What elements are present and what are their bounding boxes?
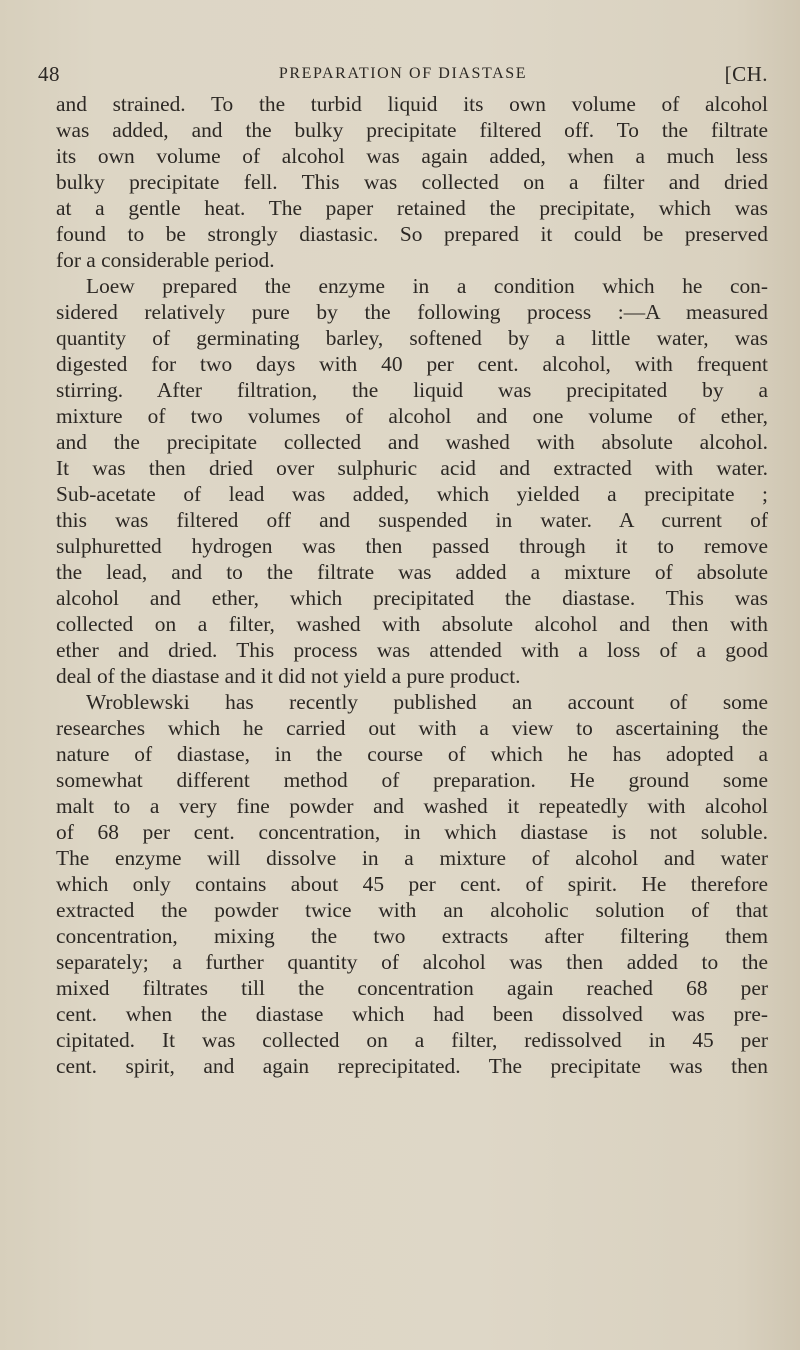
text-line: alcohol and ether, which precipitated the diastase. This was [56,586,768,610]
text-line: quantity of germinating barley, softened by a little water, was [56,326,768,350]
chapter-mark: [CH. [724,62,768,86]
text-line: nature of diastase, in the course of which he has adopted a [56,742,768,766]
text-line: malt to a very fine powder and washed it repeatedly with alcohol [56,794,768,818]
text-line: cent. spirit, and again reprecipitated. The precipitate was then [56,1054,768,1078]
text-line: collected on a filter, washed with absolute alcohol and then with [56,612,768,636]
text-line: cent. when the diastase which had been dissolved was pre- [56,1002,768,1026]
text-line: was added, and the bulky precipitate filtered off. To the filtrate [56,118,768,142]
text-line: mixed filtrates till the concentration again reached 68 per [56,976,768,1000]
text-line: for a considerable period. [56,248,275,272]
text-line: its own volume of alcohol was again added, when a much less [56,144,768,168]
text-line: extracted the powder twice with an alcoholic solution of that [56,898,768,922]
text-line: which only contains about 45 per cent. of spirit. He therefore [56,872,768,896]
text-line: researches which he carried out with a view to ascertaining the [56,716,768,740]
text-line: mixture of two volumes of alcohol and one volume of ether, [56,404,768,428]
text-line: cipitated. It was collected on a filter, redissolved in 45 per [56,1028,768,1052]
text-line: and strained. To the turbid liquid its own volume of alcohol [56,92,768,116]
text-line: It was then dried over sulphuric acid and extracted with water. [56,456,768,480]
text-line: of 68 per cent. concentration, in which diastase is not soluble. [56,820,768,844]
text-line: sidered relatively pure by the following process :—A measured [56,300,768,324]
text-line: at a gentle heat. The paper retained the precipitate, which was [56,196,768,220]
text-line: stirring. After filtration, the liquid was precipitated by a [56,378,768,402]
text-line: concentration, mixing the two extracts after filtering them [56,924,768,948]
running-title: PREPARATION OF DIASTASE [278,65,528,82]
text-line: found to be strongly diastasic. So prepared it could be preserved [56,222,768,246]
text-line: The enzyme will dissolve in a mixture of alcohol and water [56,846,768,870]
text-line: this was filtered off and suspended in water. A current of [56,508,768,532]
text-line: bulky precipitate fell. This was collected on a filter and dried [56,170,768,194]
text-line: separately; a further quantity of alcohol was then added to the [56,950,768,974]
page-header [38,62,768,92]
body-text [56,91,768,1079]
text-line: Sub-acetate of lead was added, which yielded a precipitate ; [56,482,768,506]
text-line: Loew prepared the enzyme in a condition which he con- [86,274,768,298]
text-line: the lead, and to the filtrate was added a mixture of absolute [56,560,768,584]
text-line: Wroblewski has recently published an account of some [86,690,768,714]
page-number: 48 [38,62,60,86]
text-line: digested for two days with 40 per cent. alcohol, with frequent [56,352,768,376]
text-line: ether and dried. This process was attended with a loss of a good [56,638,768,662]
text-line: somewhat different method of preparation. He ground some [56,768,768,792]
text-line: deal of the diastase and it did not yield a pure product. [56,664,521,688]
text-line: and the precipitate collected and washed with absolute alcohol. [56,430,768,454]
text-line: sulphuretted hydrogen was then passed through it to remove [56,534,768,558]
